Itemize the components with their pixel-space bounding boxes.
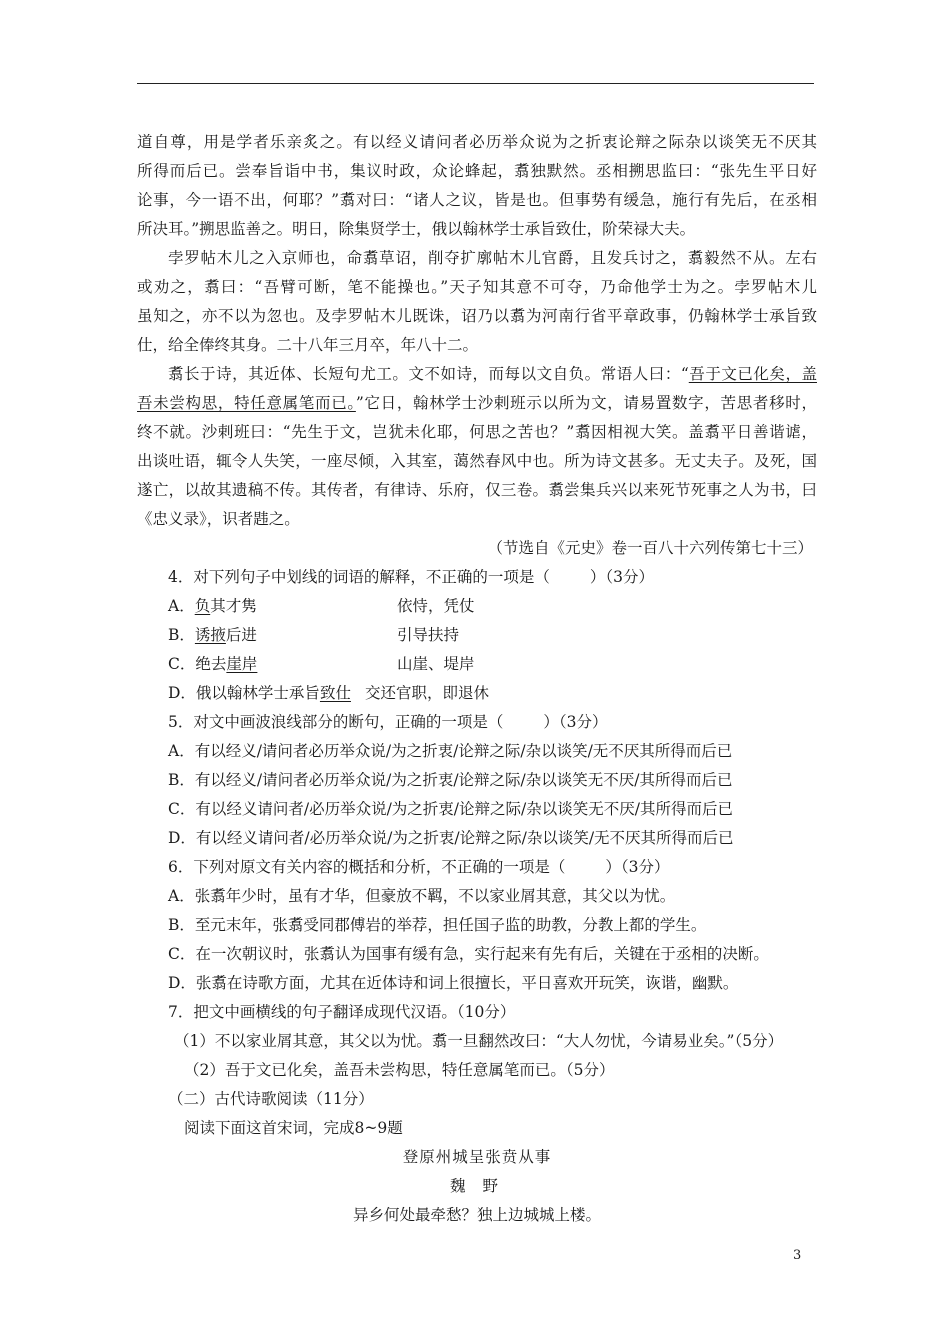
passage-line: 道自尊，用是学者乐亲炙之。有以经义请问者必历举众说为之折衷论辩之际杂以谈笑无不厌其 (137, 133, 817, 151)
question-7-stem: 7．把文中画横线的句子翻译成现代汉语。（10分） (168, 1003, 516, 1021)
passage-line: 或劝之，翥曰：“吾臂可断，笔不能操也。”天子知其意不可夺，乃命他学士为之。孛罗帖木儿 (137, 278, 817, 296)
poem-line: 异乡何处最牵愁？独上边城城上楼。 (352, 1206, 601, 1224)
underlined-word: 致仕 (319, 684, 351, 702)
q7-item-2: （2）吾于文已化矣，盖吾未尝构思，特任意属笔而已。（5分） (184, 1061, 615, 1079)
passage-line: 仕，给全俸终其身。二十八年三月卒，年八十二。 (137, 336, 479, 354)
option-label: B． (168, 626, 195, 644)
q5-option-b: B．有以经义/请问者必历举众说/为之折衷/论辩之际/杂以谈笑无不厌/其所得而后已 (168, 771, 733, 789)
option-label: C．绝去 (168, 655, 227, 673)
q6-option-c: C．在一次朝议时，张翥认为国事有缓有急，实行起来有先有后，关键在于丞相的决断。 (168, 945, 769, 963)
option-gloss: 交还官职，即退休 (364, 684, 489, 702)
passage-text: ”它日，翰林学士沙剌班示以所为文，请易置数字，苦思者移时， (355, 394, 817, 412)
underlined-word: 诱掖 (194, 626, 226, 644)
passage-line (137, 360, 817, 389)
option-gloss: 引导扶持 (397, 626, 460, 644)
q6-option-b: B．至元末年，张翥受同郡傅岩的举荐，担任国子监的助教，分教上都的学生。 (168, 916, 707, 934)
poem-author: 魏 野 (450, 1177, 504, 1195)
q4-option-a (137, 592, 817, 621)
q4-option-b (137, 621, 817, 650)
q6-option-d: D．张翥在诗歌方面，尤其在近体诗和词上很擅长，平日喜欢开玩笑，诙谐，幽默。 (168, 974, 739, 992)
question-5-stem (137, 708, 817, 737)
q4-option-c (137, 650, 817, 679)
passage-line: 论事，今一语不出，何耶？”翥对曰：“诸人之议，皆是也。但事势有缓急，施行有先后，在丞相 (137, 191, 817, 209)
header-rule (137, 83, 814, 84)
passage-line: 所得而后已。尝奉旨诣中书，集议时政，众论蜂起，翥独默然。丞相搠思监曰：“张先生平日好 (137, 162, 817, 180)
passage-text: 翥长于诗，其近体、长短句尤工。文不如诗，而每以文自负。常语人曰：“ (168, 365, 689, 383)
underlined-sentence: 吾未尝构思，特任意属笔而已。 (137, 394, 356, 412)
passage-line: 孛罗帖木儿之入京师也，命翥草诏，削夺扩廓帖木儿官爵，且发兵讨之，翥毅然不从。左右 (168, 249, 817, 267)
passage-line: 遂亡，以故其遗稿不传。其传者，有律诗、乐府，仅三卷。翥尝集兵兴以来死节死事之人为书，曰 (137, 481, 817, 499)
question-score: ）（3分） (589, 568, 654, 586)
underlined-word: 崖岸 (226, 655, 258, 673)
option-label: D．俄以翰林学士承旨 (168, 684, 320, 702)
page-number: 3 (793, 1248, 802, 1263)
passage-line: 《忠义录》，识者韪之。 (137, 510, 300, 528)
passage-source: （节选自《元史》卷一百八十六列传第七十三） (487, 539, 813, 557)
underlined-word: 负 (194, 597, 211, 615)
poem-title: 登原州城呈张贲从事 (402, 1148, 552, 1166)
q7-item-1: （1）不以家业屑其意，其父以为忧。翥一旦翻然改曰：“大人勿忧，今请易业矣。”（5分） (174, 1032, 784, 1050)
document-body (137, 128, 817, 1230)
q4-option-d (137, 679, 817, 708)
passage-line: 虽知之，亦不以为忽也。及孛罗帖木儿既诛，诏乃以翥为河南行省平章政事，仍翰林学士承旨致 (137, 307, 817, 325)
option-gloss: 山崖、堤岸 (397, 655, 475, 673)
option-text: 其才隽 (210, 597, 257, 615)
q5-option-a: A．有以经义/请问者必历举众说/为之折衷/论辩之际/杂以谈笑/无不厌其所得而后已 (168, 742, 733, 760)
question-6-stem (137, 853, 817, 882)
passage-line (137, 389, 817, 418)
passage-line: 出谈吐语，辄令人失笑，一座尽倾，入其室，蔼然春风中也。所为诗文甚多。无丈夫子。及死，国 (137, 452, 817, 470)
section-instruction: 阅读下面这首宋词，完成8~9题 (184, 1119, 403, 1137)
option-text: 后进 (225, 626, 257, 644)
q6-option-a: A．张翥年少时，虽有才华，但豪放不羁，不以家业屑其意，其父以为忧。 (168, 887, 676, 905)
passage-line: 所决耳。”搠思监善之。明日，除集贤学士，俄以翰林学士承旨致仕，阶荣禄大夫。 (137, 220, 696, 238)
question-stem: 4．对下列句子中划线的词语的解释，不正确的一项是（ (168, 568, 550, 586)
question-stem: 6．下列对原文有关内容的概括和分析，不正确的一项是（ (168, 858, 566, 876)
q5-option-d: D．有以经义请问者/必历举众说/为之折衷/论辩之际/杂以谈笑/无不厌其所得而后已 (168, 829, 734, 847)
question-score: ）（3分） (543, 713, 608, 731)
underlined-sentence: 吾于文已化矣，盖 (688, 365, 817, 383)
question-4-stem (137, 563, 817, 592)
section-heading: （二）古代诗歌阅读（11分） (168, 1090, 374, 1108)
option-label: A． (168, 597, 195, 615)
question-stem: 5．对文中画波浪线部分的断句，正确的一项是（ (168, 713, 504, 731)
option-gloss: 依恃，凭仗 (397, 597, 475, 615)
passage-line: 终不就。沙剌班曰：“先生于文，岂犹未化耶，何思之苦也？”翥因相视大笑。盖翥平日善谐谑， (137, 423, 817, 441)
question-score: ）（3分） (605, 858, 670, 876)
q5-option-c: C．有以经义请问者/必历举众说/为之折衷/论辩之际/杂以谈笑无不厌/其所得而后已 (168, 800, 733, 818)
